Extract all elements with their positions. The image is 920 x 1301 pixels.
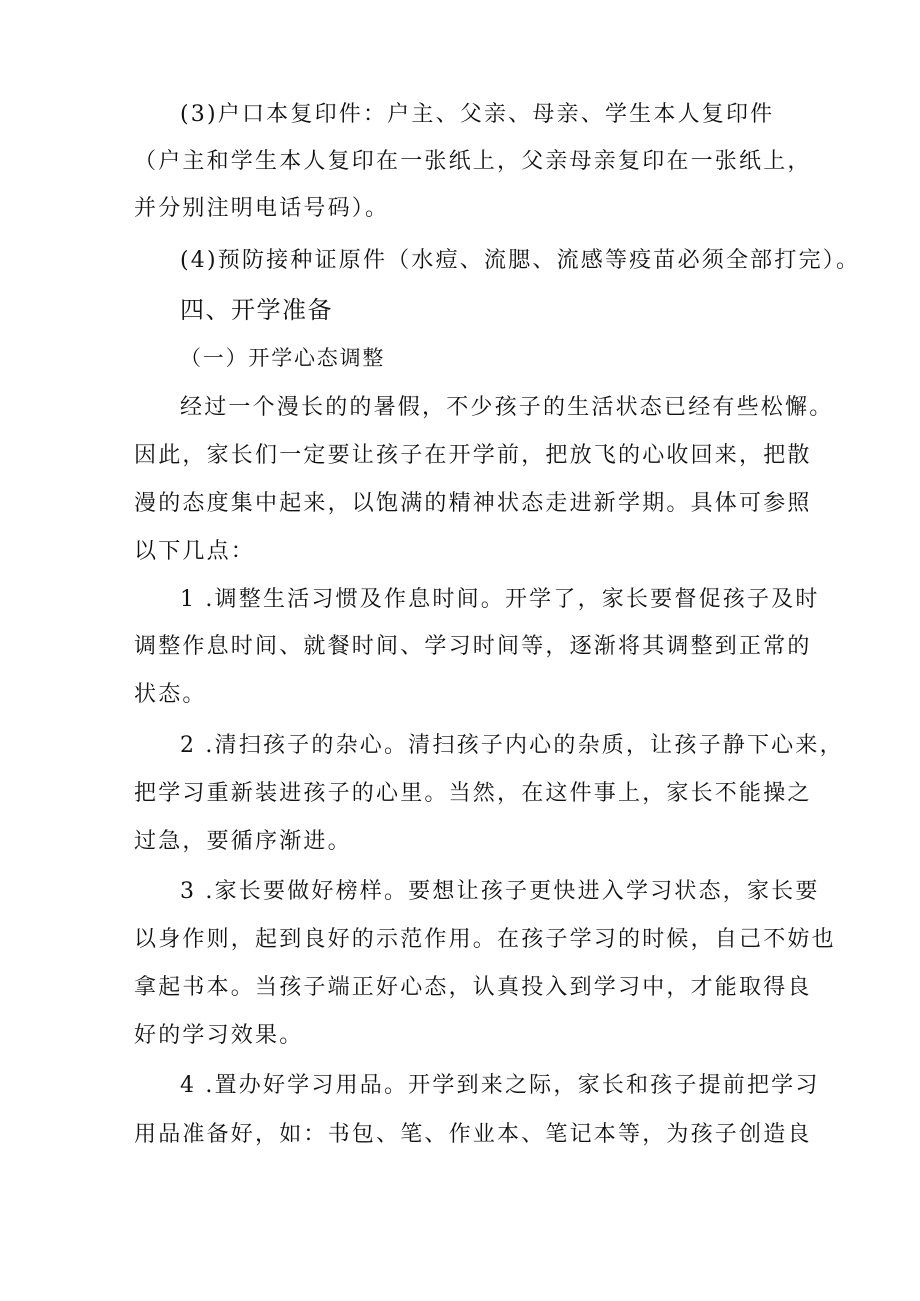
- text-line: （户主和学生本人复印在一张纸上，父亲母亲复印在一张纸上，: [134, 149, 812, 174]
- list-item-2: 2 .清扫孩子的杂心。清扫孩子内心的杂质，让孩子静下心来，: [180, 733, 844, 758]
- list-item-1: 1 .调整生活习惯及作息时间。开学了，家长要督促孩子及时: [180, 587, 820, 612]
- subsection-heading: （一）开学心态调整: [180, 346, 386, 370]
- text-line-vaccination: (4)预防接种证原件（水痘、流腮、流感等疫苗必须全部打完）。: [180, 248, 861, 273]
- text-line: 过急，要循序渐进。: [134, 829, 352, 854]
- section-heading: 四、开学准备: [180, 296, 333, 324]
- text-line: 把学习重新装进孩子的心里。当然，在这件事上，家长不能操之: [134, 781, 812, 806]
- text-line: 状态。: [134, 682, 207, 707]
- text-line: 调整作息时间、就餐时间、学习时间等，逐渐将其调整到正常的: [134, 634, 812, 659]
- text-line: 好的学习效果。: [134, 1023, 304, 1048]
- text-line: 漫的态度集中起来，以饱满的精神状态走进新学期。具体可参照: [134, 491, 812, 516]
- list-item-3: 3 .家长要做好榜样。要想让孩子更快进入学习状态，家长要: [180, 879, 820, 904]
- text-line: 因此，家长们一定要让孩子在开学前，把放飞的心收回来，把散: [134, 443, 812, 468]
- list-item-4: 4 .置办好学习用品。开学到来之际，家长和孩子提前把学习: [180, 1073, 820, 1098]
- text-line: 以下几点：: [134, 539, 256, 564]
- text-line: 以身作则，起到良好的示范作用。在孩子学习的时候，自己不妨也: [134, 927, 836, 952]
- text-line: 并分别注明电话号码）。: [134, 196, 390, 221]
- text-line: 用品准备好，如：书包、笔、作业本、笔记本等，为孩子创造良: [134, 1122, 812, 1147]
- text-line: 拿起书本。当孩子端正好心态，认真投入到学习中，才能取得良: [134, 975, 812, 1000]
- text-line-household-register: (3)户口本复印件：户主、父亲、母亲、学生本人复印件: [180, 102, 775, 127]
- text-line: 经过一个漫长的的暑假，不少孩子的生活状态已经有些松懈。: [180, 395, 834, 420]
